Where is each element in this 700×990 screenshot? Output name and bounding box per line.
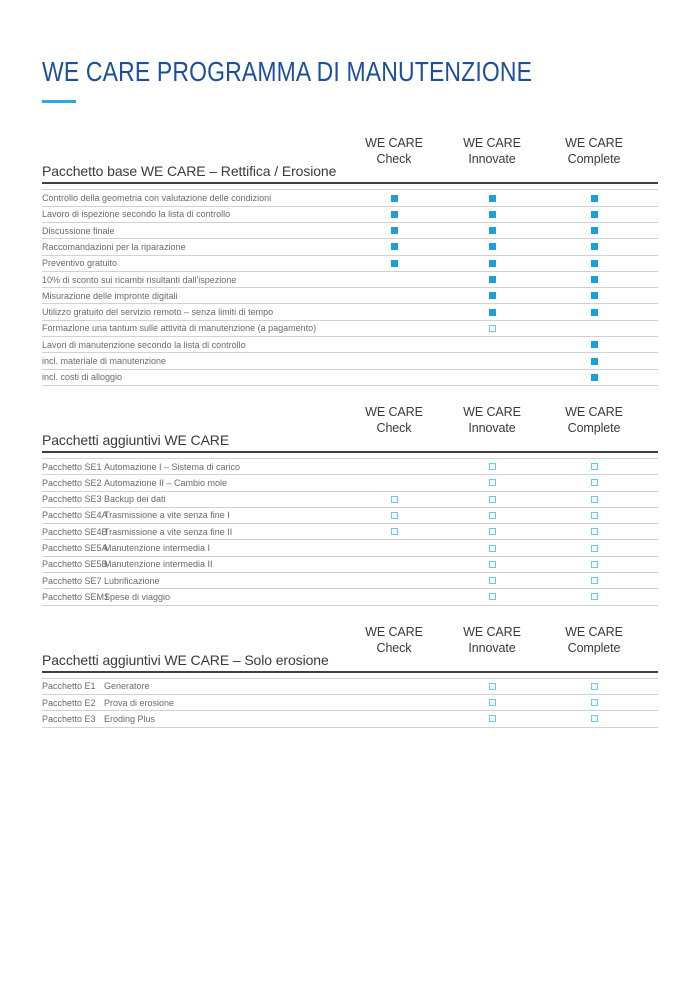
plan-name-label: Innovate <box>468 152 516 167</box>
row-label: Lavori di manutenzione secondo la lista di controllo <box>42 339 246 350</box>
plan-name-label: Complete <box>567 420 621 435</box>
row-label: incl. costi di alloggio <box>42 372 123 383</box>
package-code: Pacchetto E1 <box>42 681 96 692</box>
value-cell-complete <box>542 374 658 381</box>
included-square-icon <box>489 211 496 218</box>
included-square-icon <box>391 243 398 250</box>
optional-square-icon <box>489 699 496 706</box>
table-row <box>42 475 658 491</box>
package-code: Pacchetto SE4A <box>42 510 108 521</box>
row-label: 10% di sconto sui ricambi risultanti dall'ispezione <box>42 274 237 285</box>
we-care-label: WE CARE <box>463 136 521 151</box>
row-label-cell <box>42 291 346 301</box>
row-label-cell <box>42 576 346 586</box>
row-label-cell <box>42 226 346 236</box>
row-label-cell <box>42 340 346 350</box>
optional-square-icon <box>489 479 496 486</box>
value-cell-innovate <box>442 577 542 584</box>
optional-square-icon <box>391 528 398 535</box>
table-row <box>42 679 658 695</box>
package-code: Pacchetto E3 <box>42 713 96 724</box>
row-label-cell <box>42 543 346 553</box>
value-cell-complete <box>542 593 658 600</box>
table-header-row <box>42 624 658 673</box>
value-cell-check <box>346 195 442 202</box>
value-cell-check <box>346 227 442 234</box>
we-care-label: WE CARE <box>565 136 623 151</box>
included-square-icon <box>489 292 496 299</box>
column-header-complete <box>542 624 658 668</box>
table-rows <box>42 678 658 728</box>
row-label: Misurazione delle impronte digitali <box>42 290 178 301</box>
included-square-icon <box>591 243 598 250</box>
optional-square-icon <box>489 561 496 568</box>
optional-square-icon <box>489 512 496 519</box>
row-label-cell <box>42 527 346 537</box>
plan-name-label: Check <box>376 420 412 435</box>
plan-name-label: Innovate <box>468 420 516 435</box>
row-label-cell <box>42 209 346 219</box>
table-rows <box>42 458 658 606</box>
included-square-icon <box>591 358 598 365</box>
table-row <box>42 353 658 369</box>
optional-square-icon <box>489 715 496 722</box>
package-code: Pacchetto SE3 <box>42 494 102 505</box>
optional-square-icon <box>489 545 496 552</box>
optional-square-icon <box>591 715 598 722</box>
package-code: Pacchetto SE4B <box>42 526 108 537</box>
column-header-innovate <box>442 624 542 668</box>
value-cell-innovate <box>442 325 542 332</box>
value-cell-innovate <box>442 227 542 234</box>
table-row <box>42 557 658 573</box>
package-code: Pacchetto SE5B <box>42 559 108 570</box>
value-cell-complete <box>542 699 658 706</box>
row-label: Prova di erosione <box>104 697 175 708</box>
row-label-cell <box>42 714 346 724</box>
optional-square-icon <box>591 577 598 584</box>
column-header-complete <box>542 404 658 448</box>
value-cell-complete <box>542 260 658 267</box>
included-square-icon <box>489 309 496 316</box>
row-label: Formazione una tantum sulle attività di manutenzione (a pagamento) <box>42 323 317 334</box>
value-cell-check <box>346 211 442 218</box>
value-cell-innovate <box>442 528 542 535</box>
optional-square-icon <box>489 528 496 535</box>
included-square-icon <box>391 227 398 234</box>
value-cell-complete <box>542 577 658 584</box>
row-label-cell <box>42 323 346 333</box>
column-header-check <box>346 624 442 668</box>
optional-square-icon <box>489 496 496 503</box>
included-square-icon <box>591 309 598 316</box>
optional-square-icon <box>489 577 496 584</box>
package-code: Pacchetto E2 <box>42 697 96 708</box>
optional-square-icon <box>591 593 598 600</box>
row-label: Backup dei dati <box>104 494 166 505</box>
table-row <box>42 524 658 540</box>
included-square-icon <box>391 260 398 267</box>
table-row <box>42 492 658 508</box>
table-row <box>42 540 658 556</box>
table-row <box>42 370 658 386</box>
row-label: Manutenzione intermedia I <box>104 543 211 554</box>
row-label-cell <box>42 681 346 691</box>
plan-name-label: Complete <box>567 152 621 167</box>
row-label-cell <box>42 372 346 382</box>
package-code: Pacchetto SE2 <box>42 477 102 488</box>
value-cell-check <box>346 496 442 503</box>
table-header-row <box>42 135 658 184</box>
package-code: Pacchetto SEM1 <box>42 591 110 602</box>
value-cell-innovate <box>442 195 542 202</box>
we-care-label: WE CARE <box>463 404 521 419</box>
row-label: Spese di viaggio <box>104 591 171 602</box>
included-square-icon <box>489 260 496 267</box>
table-row <box>42 304 658 320</box>
row-label: Generatore <box>104 681 150 692</box>
value-cell-check <box>346 260 442 267</box>
optional-square-icon <box>591 496 598 503</box>
value-cell-complete <box>542 715 658 722</box>
optional-square-icon <box>591 561 598 568</box>
value-cell-complete <box>542 528 658 535</box>
included-square-icon <box>489 227 496 234</box>
table-row <box>42 573 658 589</box>
row-label-cell <box>42 478 346 488</box>
column-header-check <box>346 404 442 448</box>
value-cell-complete <box>542 341 658 348</box>
table-title: Pacchetti aggiuntivi WE CARE – Solo erosione <box>42 651 329 668</box>
column-header-complete <box>542 135 658 179</box>
table-row <box>42 508 658 524</box>
included-square-icon <box>591 276 598 283</box>
value-cell-innovate <box>442 496 542 503</box>
row-label-cell <box>42 462 346 472</box>
value-cell-complete <box>542 561 658 568</box>
row-label: Lubrificazione <box>104 575 160 586</box>
value-cell-complete <box>542 479 658 486</box>
optional-square-icon <box>591 512 598 519</box>
table-row <box>42 711 658 727</box>
row-label-cell <box>42 559 346 569</box>
value-cell-complete <box>542 276 658 283</box>
row-label: Automazione II – Cambio mole <box>104 477 228 488</box>
included-square-icon <box>591 260 598 267</box>
page-title: WE CARE PROGRAMMA DI MANUTENZIONE <box>42 56 533 87</box>
included-square-icon <box>591 341 598 348</box>
optional-square-icon <box>591 528 598 535</box>
column-header-innovate <box>442 404 542 448</box>
value-cell-innovate <box>442 683 542 690</box>
plan-name-label: Innovate <box>468 640 516 655</box>
optional-square-icon <box>489 463 496 470</box>
row-label-cell <box>42 307 346 317</box>
table-section <box>42 404 658 606</box>
optional-square-icon <box>489 593 496 600</box>
table-row <box>42 695 658 711</box>
value-cell-complete <box>542 683 658 690</box>
table-row <box>42 272 658 288</box>
value-cell-complete <box>542 292 658 299</box>
value-cell-innovate <box>442 479 542 486</box>
included-square-icon <box>489 276 496 283</box>
included-square-icon <box>489 195 496 202</box>
table-row <box>42 337 658 353</box>
row-label-cell <box>42 698 346 708</box>
we-care-label: WE CARE <box>565 624 623 639</box>
column-header-check <box>346 135 442 179</box>
row-label-cell <box>42 193 346 203</box>
value-cell-innovate <box>442 243 542 250</box>
optional-square-icon <box>591 463 598 470</box>
row-label: Discussione finale <box>42 225 115 236</box>
value-cell-complete <box>542 309 658 316</box>
included-square-icon <box>391 211 398 218</box>
table-row <box>42 207 658 223</box>
row-label: Manutenzione intermedia II <box>104 559 213 570</box>
row-label: incl. materiale di manutenzione <box>42 356 167 366</box>
included-square-icon <box>591 227 598 234</box>
included-square-icon <box>489 243 496 250</box>
table-row <box>42 256 658 272</box>
row-label-cell <box>42 510 346 520</box>
included-square-icon <box>591 195 598 202</box>
table-section <box>42 624 658 728</box>
value-cell-innovate <box>442 545 542 552</box>
optional-square-icon <box>591 479 598 486</box>
included-square-icon <box>391 195 398 202</box>
optional-square-icon <box>391 512 398 519</box>
value-cell-check <box>346 528 442 535</box>
value-cell-innovate <box>442 276 542 283</box>
value-cell-complete <box>542 227 658 234</box>
optional-square-icon <box>489 325 496 332</box>
we-care-label: WE CARE <box>365 136 423 151</box>
row-label: Preventivo gratuito <box>42 258 118 269</box>
table-title: Pacchetto base WE CARE – Rettifica / Erosione <box>42 163 337 180</box>
package-code: Pacchetto SE1 <box>42 461 102 472</box>
value-cell-innovate <box>442 309 542 316</box>
value-cell-check <box>346 512 442 519</box>
included-square-icon <box>591 292 598 299</box>
row-label-cell <box>42 242 346 252</box>
value-cell-innovate <box>442 260 542 267</box>
row-label: Eroding Plus <box>104 713 156 724</box>
row-label-cell <box>42 592 346 602</box>
row-label: Lavoro di ispezione secondo la lista di controllo <box>42 209 231 220</box>
we-care-label: WE CARE <box>463 624 521 639</box>
plan-name-label: Check <box>376 152 412 167</box>
table-row <box>42 190 658 206</box>
row-label: Raccomandazioni per la riparazione <box>42 241 186 252</box>
row-label: Trasmissione a vite senza fine I <box>104 510 230 521</box>
plan-name-label: Check <box>376 640 412 655</box>
table-row <box>42 288 658 304</box>
row-label: Trasmissione a vite senza fine II <box>104 526 233 537</box>
row-label-cell <box>42 275 346 285</box>
value-cell-innovate <box>442 211 542 218</box>
value-cell-innovate <box>442 463 542 470</box>
row-label: Controllo della geometria con valutazione delle condizioni <box>42 193 272 204</box>
optional-square-icon <box>591 683 598 690</box>
value-cell-innovate <box>442 593 542 600</box>
value-cell-innovate <box>442 292 542 299</box>
value-cell-complete <box>542 243 658 250</box>
value-cell-innovate <box>442 512 542 519</box>
we-care-label: WE CARE <box>565 404 623 419</box>
value-cell-complete <box>542 211 658 218</box>
included-square-icon <box>591 211 598 218</box>
table-row <box>42 321 658 337</box>
table-row <box>42 589 658 605</box>
value-cell-complete <box>542 358 658 365</box>
we-care-label: WE CARE <box>365 404 423 419</box>
optional-square-icon <box>489 683 496 690</box>
title-underline-rule <box>42 100 76 103</box>
value-cell-innovate <box>442 715 542 722</box>
value-cell-check <box>346 243 442 250</box>
row-label-cell <box>42 494 346 504</box>
value-cell-complete <box>542 195 658 202</box>
plan-name-label: Complete <box>567 640 621 655</box>
row-label: Utilizzo gratuito del servizio remoto – senza limiti di tempo <box>42 307 274 318</box>
package-code: Pacchetto SE7 <box>42 575 102 586</box>
row-label-cell <box>42 356 346 366</box>
optional-square-icon <box>391 496 398 503</box>
table-title: Pacchetti aggiuntivi WE CARE <box>42 431 230 448</box>
value-cell-innovate <box>442 699 542 706</box>
row-label: Automazione I – Sistema di carico <box>104 461 241 472</box>
we-care-label: WE CARE <box>365 624 423 639</box>
table-header-row <box>42 404 658 453</box>
row-label-cell <box>42 258 346 268</box>
tables-container <box>42 135 658 727</box>
table-row <box>42 239 658 255</box>
value-cell-innovate <box>442 561 542 568</box>
table-rows <box>42 189 658 386</box>
column-header-innovate <box>442 135 542 179</box>
table-row <box>42 459 658 475</box>
value-cell-complete <box>542 463 658 470</box>
value-cell-complete <box>542 512 658 519</box>
included-square-icon <box>591 374 598 381</box>
table-section <box>42 135 658 386</box>
optional-square-icon <box>591 545 598 552</box>
value-cell-complete <box>542 496 658 503</box>
optional-square-icon <box>591 699 598 706</box>
value-cell-complete <box>542 545 658 552</box>
package-code: Pacchetto SE5A <box>42 543 108 554</box>
table-row <box>42 223 658 239</box>
